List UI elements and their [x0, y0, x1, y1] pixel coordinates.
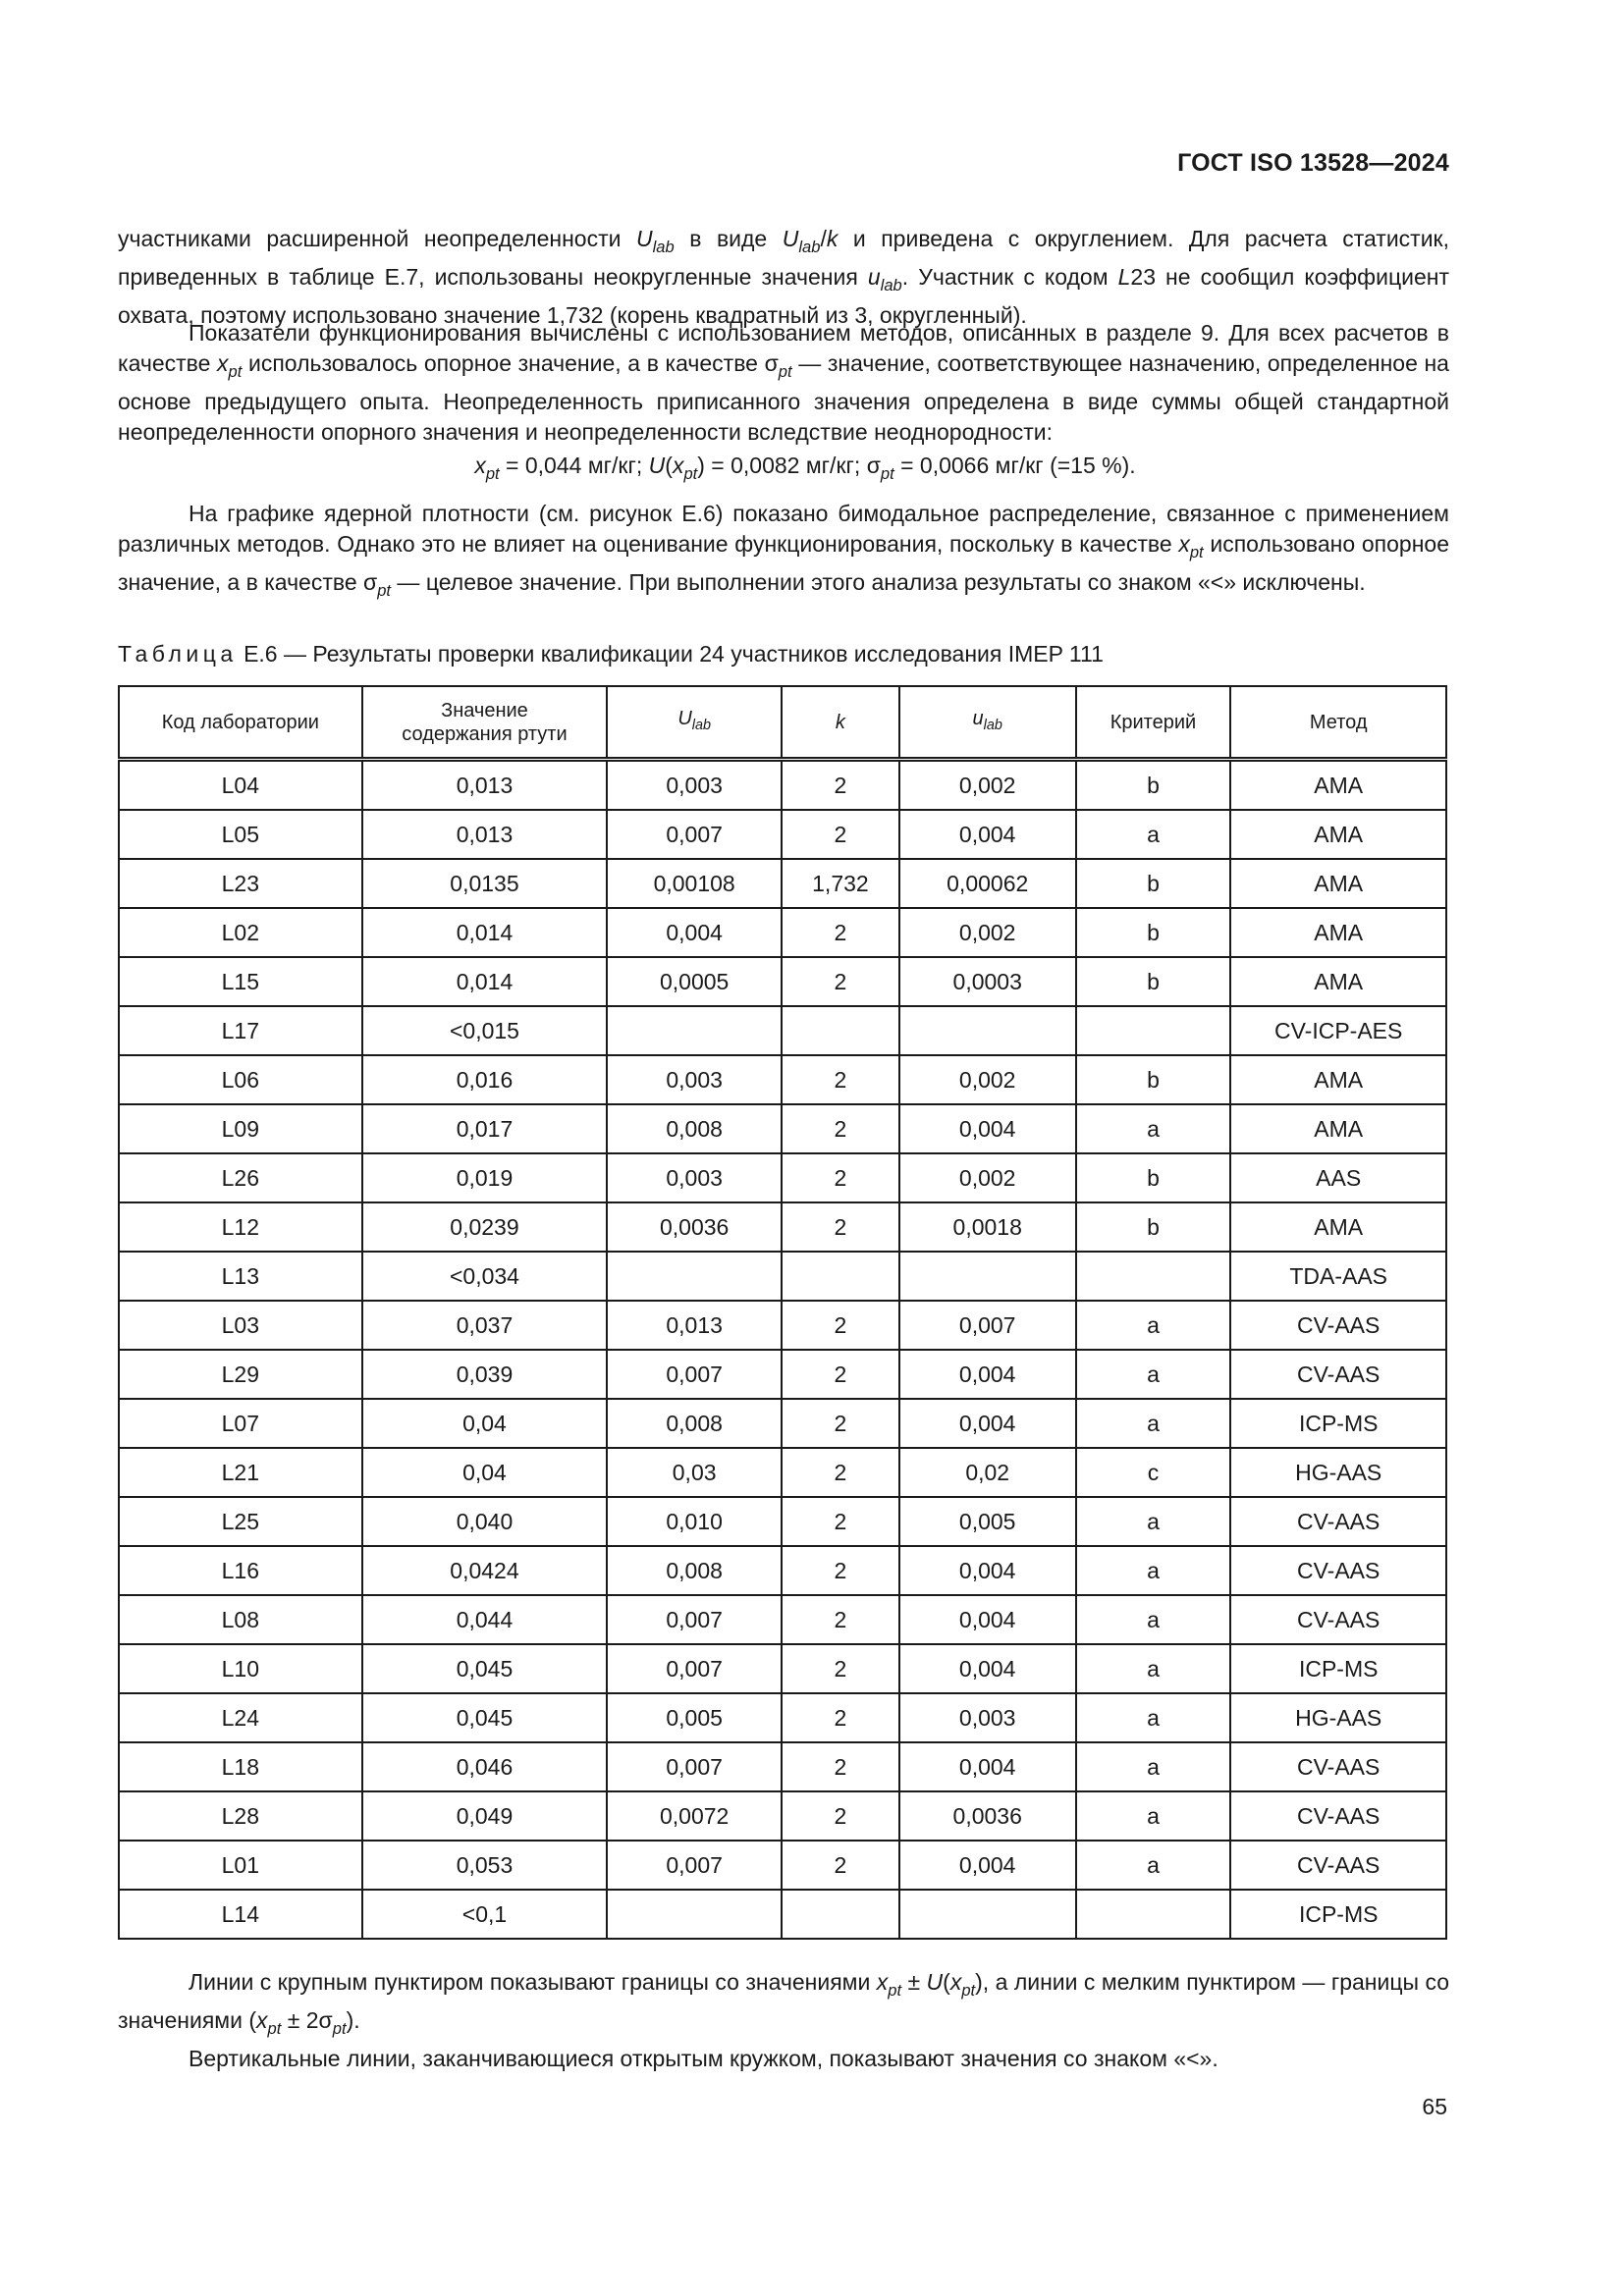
- cell-criterion: a: [1076, 1104, 1231, 1153]
- cell-U-lab: 0,013: [607, 1301, 782, 1350]
- cell-U-lab: 0,0072: [607, 1791, 782, 1841]
- cell-lab-code: L05: [119, 810, 362, 859]
- cell-criterion: [1076, 1890, 1231, 1939]
- cell-k: 2: [782, 1153, 899, 1202]
- cell-criterion: a: [1076, 1595, 1231, 1644]
- cell-u-lab: 0,004: [899, 1742, 1076, 1791]
- header-mercury-value: Значение содержания ртути: [362, 686, 608, 760]
- cell-criterion: b: [1076, 1202, 1231, 1252]
- cell-lab-code: L17: [119, 1006, 362, 1055]
- cell-U-lab: 0,008: [607, 1546, 782, 1595]
- cell-k: 2: [782, 957, 899, 1006]
- cell-u-lab: 0,003: [899, 1693, 1076, 1742]
- cell-lab-code: L15: [119, 957, 362, 1006]
- cell-U-lab: 0,0005: [607, 957, 782, 1006]
- cell-k: 2: [782, 1841, 899, 1890]
- cell-U-lab: 0,003: [607, 1153, 782, 1202]
- results-table: [118, 685, 1447, 1940]
- table-row: [119, 1890, 1446, 1939]
- cell-u-lab: 0,002: [899, 760, 1076, 811]
- paragraph-1: участниками расширенной неопределенности $U_{lab}$ в виде $U_{lab}/k$ и приведена с округлением. Для расчета статистик, приведенных в таблице Е.7, использованы неокругленные значения $u_{lab}$. Участник с кодом L23 не сообщил коэффициент охвата, поэтому использовано значение 1,732 (корень квадратный из 3, округленный).: [118, 226, 1450, 328]
- cell-k: 1,732: [782, 859, 899, 908]
- assigned-value-formula: $x_{pt} = 0,044$ мг/кг; $U(x_{pt}) = 0,0082$ мг/кг; $\sigma_{pt} = 0,0066$ мг/кг (=15 %).: [474, 453, 1136, 483]
- cell-method: CV-AAS: [1230, 1497, 1446, 1546]
- cell-u-lab: [899, 1890, 1076, 1939]
- cell-k: [782, 1252, 899, 1301]
- cell-method: CV-AAS: [1230, 1791, 1446, 1841]
- cell-k: 2: [782, 1055, 899, 1104]
- cell-k: 2: [782, 1595, 899, 1644]
- cell-method: ICP-MS: [1230, 1890, 1446, 1939]
- cell-method: CV-AAS: [1230, 1546, 1446, 1595]
- cell-mercury-value: 0,040: [362, 1497, 608, 1546]
- cell-U-lab: 0,008: [607, 1399, 782, 1448]
- cell-U-lab: 0,005: [607, 1693, 782, 1742]
- cell-k: 2: [782, 1644, 899, 1693]
- cell-u-lab: 0,007: [899, 1301, 1076, 1350]
- cell-lab-code: L18: [119, 1742, 362, 1791]
- cell-u-lab: 0,0036: [899, 1791, 1076, 1841]
- cell-criterion: [1076, 1252, 1231, 1301]
- cell-k: 2: [782, 908, 899, 957]
- table-row: [119, 1104, 1446, 1153]
- cell-lab-code: L04: [119, 760, 362, 811]
- cell-k: [782, 1006, 899, 1055]
- cell-U-lab: 0,007: [607, 1742, 782, 1791]
- cell-mercury-value: 0,016: [362, 1055, 608, 1104]
- cell-mercury-value: 0,04: [362, 1399, 608, 1448]
- cell-U-lab: 0,007: [607, 1350, 782, 1399]
- cell-k: 2: [782, 1791, 899, 1841]
- cell-k: 2: [782, 1546, 899, 1595]
- cell-u-lab: 0,02: [899, 1448, 1076, 1497]
- cell-u-lab: 0,004: [899, 810, 1076, 859]
- table-caption: Таблица Е.6 — Результаты проверки квалификации 24 участников исследования IMEP 111: [118, 641, 1104, 667]
- cell-mercury-value: 0,045: [362, 1693, 608, 1742]
- table-row: [119, 908, 1446, 957]
- cell-method: AMA: [1230, 1055, 1446, 1104]
- table-row: [119, 1693, 1446, 1742]
- cell-mercury-value: 0,045: [362, 1644, 608, 1693]
- cell-method: ICP-MS: [1230, 1399, 1446, 1448]
- table-row: [119, 1153, 1446, 1202]
- cell-u-lab: 0,004: [899, 1546, 1076, 1595]
- cell-mercury-value: 0,014: [362, 908, 608, 957]
- table-row: [119, 1301, 1446, 1350]
- cell-method: ICP-MS: [1230, 1644, 1446, 1693]
- cell-u-lab: 0,002: [899, 908, 1076, 957]
- table-row: [119, 1399, 1446, 1448]
- cell-method: CV-AAS: [1230, 1742, 1446, 1791]
- cell-u-lab: 0,004: [899, 1841, 1076, 1890]
- cell-lab-code: L06: [119, 1055, 362, 1104]
- cell-mercury-value: 0,0239: [362, 1202, 608, 1252]
- page-number: 65: [1422, 2094, 1447, 2119]
- cell-method: AAS: [1230, 1153, 1446, 1202]
- cell-u-lab: 0,0018: [899, 1202, 1076, 1252]
- cell-criterion: a: [1076, 810, 1231, 859]
- cell-method: AMA: [1230, 859, 1446, 908]
- cell-u-lab: [899, 1006, 1076, 1055]
- cell-mercury-value: <0,015: [362, 1006, 608, 1055]
- cell-mercury-value: 0,0424: [362, 1546, 608, 1595]
- cell-u-lab: 0,004: [899, 1104, 1076, 1153]
- cell-lab-code: L23: [119, 859, 362, 908]
- cell-U-lab: 0,0036: [607, 1202, 782, 1252]
- cell-mercury-value: 0,013: [362, 760, 608, 811]
- cell-mercury-value: 0,046: [362, 1742, 608, 1791]
- cell-lab-code: L03: [119, 1301, 362, 1350]
- cell-k: 2: [782, 1350, 899, 1399]
- cell-method: AMA: [1230, 1104, 1446, 1153]
- cell-lab-code: L12: [119, 1202, 362, 1252]
- header-k: k: [782, 686, 899, 760]
- cell-mercury-value: 0,053: [362, 1841, 608, 1890]
- cell-mercury-value: 0,014: [362, 957, 608, 1006]
- cell-lab-code: L24: [119, 1693, 362, 1742]
- cell-u-lab: 0,004: [899, 1644, 1076, 1693]
- cell-criterion: b: [1076, 957, 1231, 1006]
- cell-mercury-value: 0,04: [362, 1448, 608, 1497]
- cell-method: CV-AAS: [1230, 1350, 1446, 1399]
- cell-lab-code: L26: [119, 1153, 362, 1202]
- cell-k: 2: [782, 1301, 899, 1350]
- header-method: Метод: [1230, 686, 1446, 760]
- cell-criterion: a: [1076, 1791, 1231, 1841]
- cell-U-lab: [607, 1006, 782, 1055]
- document-header: ГОСТ ISO 13528—2024: [1177, 149, 1449, 177]
- cell-lab-code: L21: [119, 1448, 362, 1497]
- cell-k: 2: [782, 1693, 899, 1742]
- header-U-lab: $U_{lab}$: [607, 686, 782, 760]
- cell-k: 2: [782, 1742, 899, 1791]
- cell-k: 2: [782, 1448, 899, 1497]
- table-row: [119, 1448, 1446, 1497]
- table-row: [119, 1841, 1446, 1890]
- cell-mercury-value: 0,037: [362, 1301, 608, 1350]
- cell-lab-code: L13: [119, 1252, 362, 1301]
- cell-criterion: b: [1076, 1153, 1231, 1202]
- cell-lab-code: L14: [119, 1890, 362, 1939]
- cell-criterion: [1076, 1006, 1231, 1055]
- cell-criterion: a: [1076, 1546, 1231, 1595]
- cell-criterion: a: [1076, 1497, 1231, 1546]
- cell-u-lab: 0,005: [899, 1497, 1076, 1546]
- cell-mercury-value: 0,013: [362, 810, 608, 859]
- cell-mercury-value: 0,017: [362, 1104, 608, 1153]
- cell-mercury-value: <0,1: [362, 1890, 608, 1939]
- cell-u-lab: 0,0003: [899, 957, 1076, 1006]
- paragraph-3: На графике ядерной плотности (см. рисунок Е.6) показано бимодальное распределение, связанное с применением различных методов. Однако это не влияет на оценивание функционирования, поскольку в качестве $x_{pt}$ использовано опорное значение, а в качестве $\sigma_{pt}$ — целевое значение. При выполнении этого анализа результаты со знаком «<» исключены.: [118, 501, 1449, 600]
- table-row: [119, 859, 1446, 908]
- figure-notes: Линии с крупным пунктиром показывают границы со значениями $x_{pt} \pm U(x_{pt})$, а линии с мелким пунктиром — границы со значениями $(x_{pt} \pm 2\sigma_{pt})$. Вертикальные линии, заканчивающиеся открытым кружком, показывают значения со знаком «<».: [118, 1969, 1450, 2071]
- cell-u-lab: 0,004: [899, 1350, 1076, 1399]
- cell-method: AMA: [1230, 760, 1446, 811]
- cell-lab-code: L01: [119, 1841, 362, 1890]
- cell-k: 2: [782, 1399, 899, 1448]
- cell-method: HG-AAS: [1230, 1693, 1446, 1742]
- cell-U-lab: 0,007: [607, 1644, 782, 1693]
- cell-criterion: a: [1076, 1301, 1231, 1350]
- table-header-row: [119, 686, 1446, 760]
- cell-criterion: b: [1076, 859, 1231, 908]
- cell-mercury-value: 0,039: [362, 1350, 608, 1399]
- cell-u-lab: 0,004: [899, 1595, 1076, 1644]
- cell-u-lab: [899, 1252, 1076, 1301]
- cell-lab-code: L07: [119, 1399, 362, 1448]
- cell-U-lab: 0,010: [607, 1497, 782, 1546]
- cell-criterion: a: [1076, 1399, 1231, 1448]
- cell-method: CV-AAS: [1230, 1595, 1446, 1644]
- cell-mercury-value: 0,049: [362, 1791, 608, 1841]
- cell-criterion: b: [1076, 760, 1231, 811]
- cell-method: CV-ICP-AES: [1230, 1006, 1446, 1055]
- cell-U-lab: 0,003: [607, 760, 782, 811]
- cell-method: AMA: [1230, 957, 1446, 1006]
- cell-k: 2: [782, 1202, 899, 1252]
- cell-method: CV-AAS: [1230, 1841, 1446, 1890]
- cell-U-lab: 0,00108: [607, 859, 782, 908]
- table-row: [119, 957, 1446, 1006]
- table-row: [119, 1055, 1446, 1104]
- cell-U-lab: 0,03: [607, 1448, 782, 1497]
- cell-u-lab: 0,004: [899, 1399, 1076, 1448]
- cell-u-lab: 0,002: [899, 1055, 1076, 1104]
- cell-lab-code: L28: [119, 1791, 362, 1841]
- cell-U-lab: [607, 1252, 782, 1301]
- cell-lab-code: L08: [119, 1595, 362, 1644]
- cell-U-lab: [607, 1890, 782, 1939]
- cell-U-lab: 0,004: [607, 908, 782, 957]
- cell-criterion: a: [1076, 1644, 1231, 1693]
- cell-mercury-value: <0,034: [362, 1252, 608, 1301]
- table-row: [119, 1252, 1446, 1301]
- cell-k: 2: [782, 1497, 899, 1546]
- cell-U-lab: 0,003: [607, 1055, 782, 1104]
- cell-criterion: a: [1076, 1350, 1231, 1399]
- cell-U-lab: 0,007: [607, 1595, 782, 1644]
- cell-criterion: c: [1076, 1448, 1231, 1497]
- table-row: [119, 760, 1446, 811]
- cell-lab-code: L25: [119, 1497, 362, 1546]
- cell-method: TDA-AAS: [1230, 1252, 1446, 1301]
- cell-mercury-value: 0,019: [362, 1153, 608, 1202]
- cell-k: [782, 1890, 899, 1939]
- table-row: [119, 1497, 1446, 1546]
- header-u-lab: $u_{lab}$: [899, 686, 1076, 760]
- cell-u-lab: 0,002: [899, 1153, 1076, 1202]
- cell-U-lab: 0,008: [607, 1104, 782, 1153]
- cell-method: CV-AAS: [1230, 1301, 1446, 1350]
- cell-criterion: a: [1076, 1693, 1231, 1742]
- table-row: [119, 1644, 1446, 1693]
- table-row: [119, 1350, 1446, 1399]
- cell-lab-code: L02: [119, 908, 362, 957]
- table-row: [119, 1595, 1446, 1644]
- cell-criterion: b: [1076, 908, 1231, 957]
- table-row: [119, 1791, 1446, 1841]
- cell-method: AMA: [1230, 1202, 1446, 1252]
- cell-u-lab: 0,00062: [899, 859, 1076, 908]
- cell-U-lab: 0,007: [607, 1841, 782, 1890]
- cell-k: 2: [782, 1104, 899, 1153]
- table-row: [119, 1546, 1446, 1595]
- cell-lab-code: L10: [119, 1644, 362, 1693]
- cell-method: AMA: [1230, 908, 1446, 957]
- table-row: [119, 1742, 1446, 1791]
- table-row: [119, 810, 1446, 859]
- cell-k: 2: [782, 810, 899, 859]
- cell-lab-code: L09: [119, 1104, 362, 1153]
- table-row: [119, 1202, 1446, 1252]
- cell-method: HG-AAS: [1230, 1448, 1446, 1497]
- table-row: [119, 1006, 1446, 1055]
- cell-method: AMA: [1230, 810, 1446, 859]
- cell-lab-code: L29: [119, 1350, 362, 1399]
- header-lab-code: Код лаборатории: [119, 686, 362, 760]
- cell-k: 2: [782, 760, 899, 811]
- cell-mercury-value: 0,044: [362, 1595, 608, 1644]
- cell-criterion: a: [1076, 1841, 1231, 1890]
- cell-criterion: b: [1076, 1055, 1231, 1104]
- cell-mercury-value: 0,0135: [362, 859, 608, 908]
- cell-U-lab: 0,007: [607, 810, 782, 859]
- cell-lab-code: L16: [119, 1546, 362, 1595]
- cell-criterion: a: [1076, 1742, 1231, 1791]
- paragraph-2: Показатели функционирования вычислены с использованием методов, описанных в разделе 9. Для всех расчетов в качестве $x_{pt}$ использовалось опорное значение, а в качестве $\sigma_{pt}$ — значение, соответствующее назначению, определенное на основе предыдущего опыта. Неопределенность приписанного значения определена в виде суммы общей стандартной неопределенности опорного значения и неопределенности вследствие неоднородности:: [118, 320, 1449, 445]
- header-criterion: Критерий: [1076, 686, 1231, 760]
